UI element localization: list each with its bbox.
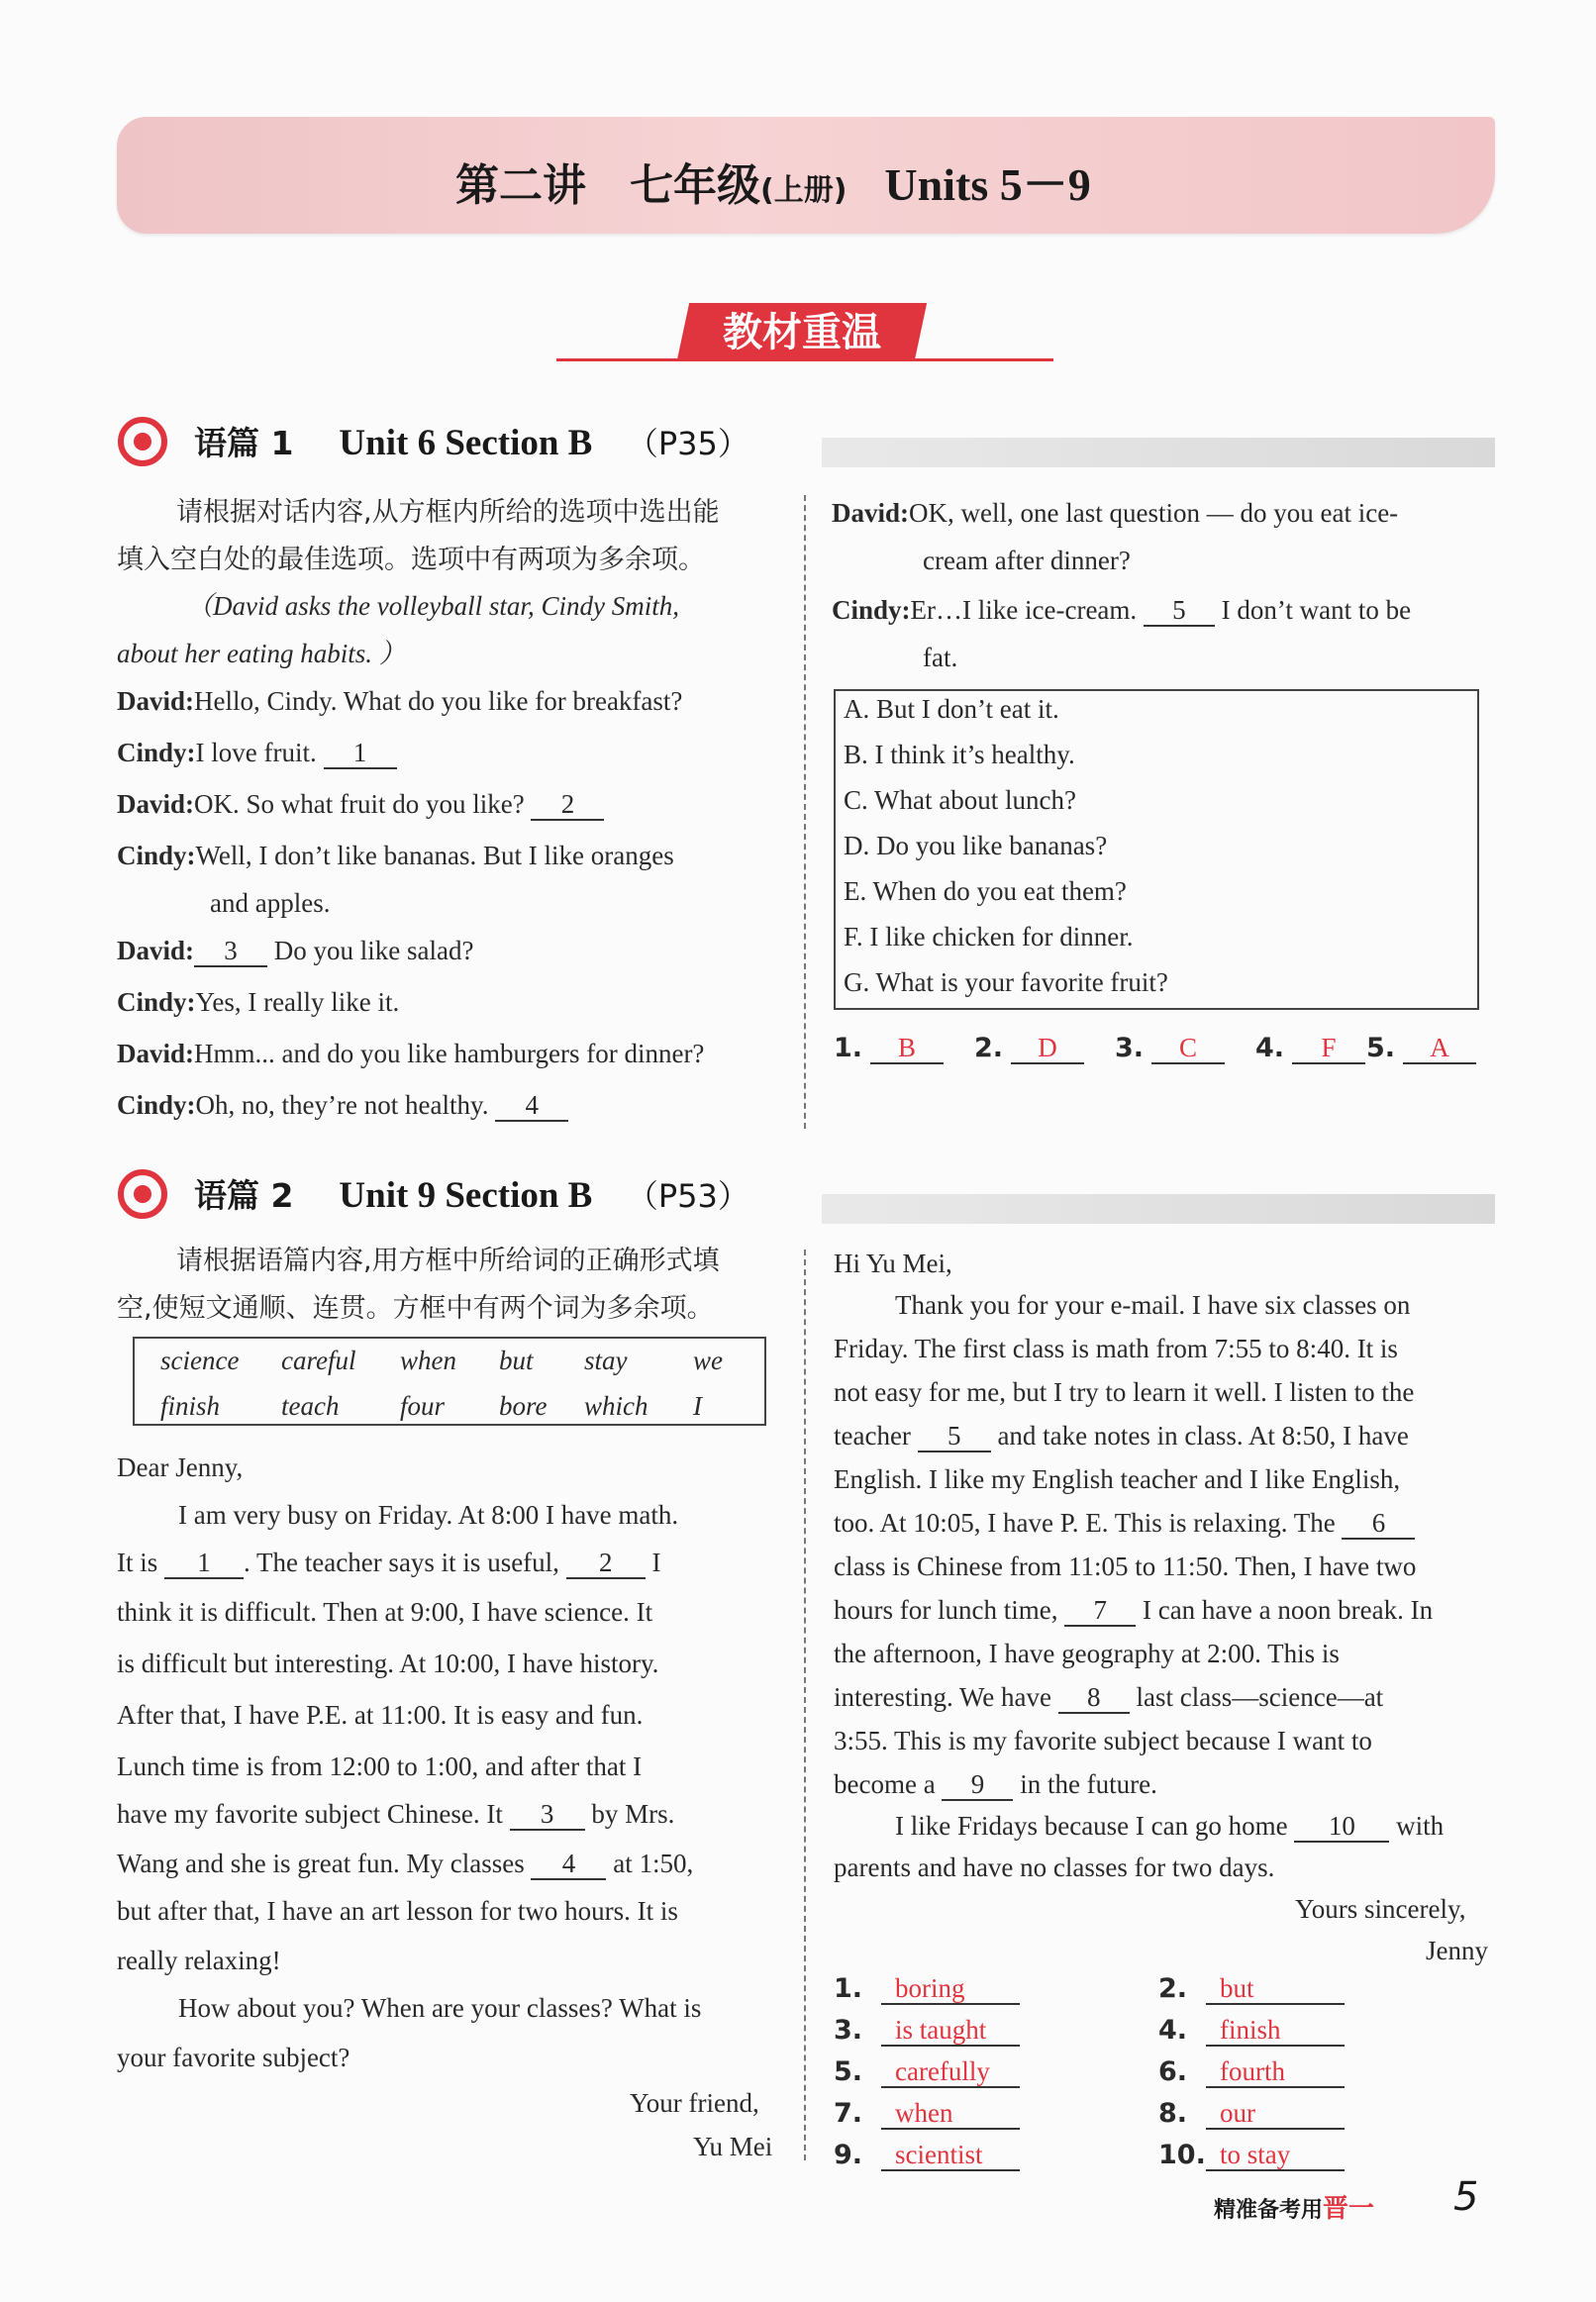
dialogue-text: Oh, no, they’re not healthy. xyxy=(195,1090,496,1120)
speaker-name: Cindy xyxy=(117,987,187,1017)
answer-value[interactable]: F xyxy=(1292,1033,1365,1064)
dialogue-line xyxy=(117,986,399,1018)
letter1-text: Lunch time is from 12:00 to 1:00, and after that I xyxy=(117,1752,643,1781)
answer-value[interactable]: to stay xyxy=(1206,2140,1345,2171)
answer-value[interactable]: is taught xyxy=(881,2015,1020,2047)
page-title xyxy=(455,149,1091,211)
word-item: stay xyxy=(584,1346,628,1375)
answer-item xyxy=(1158,2139,1345,2171)
blank-5[interactable]: 5 xyxy=(918,1421,991,1452)
answer-number: 2. xyxy=(974,1033,1004,1063)
dialogue-text: I love fruit. xyxy=(195,738,324,767)
letter2-closing: Yours sincerely, xyxy=(1295,1894,1466,1924)
speaker-name: David xyxy=(117,1039,186,1068)
blank-6[interactable]: 6 xyxy=(1342,1508,1415,1540)
speaker-name: David xyxy=(832,498,901,528)
letter1-text: After that, I have P.E. at 11:00. It is easy and fun. xyxy=(117,1700,644,1730)
letter2-text: teacher 5 and take notes in class. At 8:50, I have xyxy=(834,1421,1409,1451)
passage2-page: （P53） xyxy=(626,1177,749,1215)
dialogue-line: David:OK, well, one last question — do you eat ice- xyxy=(832,498,1399,528)
letter2-greeting: Hi Yu Mei, xyxy=(834,1249,952,1278)
word-item: bore xyxy=(499,1391,548,1421)
word-item: but xyxy=(499,1346,534,1375)
speaker-colon: : xyxy=(185,1039,195,1068)
answer-item xyxy=(1158,2055,1345,2088)
blank-4[interactable]: 4 xyxy=(495,1090,568,1122)
option-item: C. What about lunch? xyxy=(844,785,1076,815)
speaker-name: Cindy xyxy=(117,841,187,870)
answer-number: 2. xyxy=(1158,1973,1188,2004)
letter2-text: parents and have no classes for two days. xyxy=(834,1852,1275,1882)
letter1-text: think it is difficult. Then at 9:00, I have science. It xyxy=(117,1597,653,1627)
page-number: 5 xyxy=(1453,2174,1479,2220)
dialogue-line xyxy=(117,840,674,871)
title-units: Units 5－9 xyxy=(884,159,1091,210)
word-item: which xyxy=(584,1391,648,1421)
answer-item xyxy=(834,2014,1020,2047)
answer-item xyxy=(834,1972,1020,2005)
letter2-text: Friday. The first class is math from 7:55 to 8:40. It is xyxy=(834,1334,1398,1363)
word-item: when xyxy=(400,1346,456,1375)
letter1-signature: Yu Mei xyxy=(693,2132,773,2161)
answer-item xyxy=(1115,1032,1225,1064)
answer-number: 3. xyxy=(1115,1033,1145,1063)
answer-value[interactable]: scientist xyxy=(881,2140,1020,2171)
answer-value[interactable]: C xyxy=(1151,1033,1225,1064)
speaker-name: Cindy xyxy=(117,738,187,767)
brand-logo: 晋一 xyxy=(1323,2194,1375,2224)
dialogue-text: Hmm... and do you like hamburgers for dinner? xyxy=(194,1039,705,1068)
answer-item xyxy=(834,2055,1020,2088)
passage1-page: （P35） xyxy=(626,425,749,462)
word-item: careful xyxy=(281,1346,356,1375)
passage2-header xyxy=(194,1170,749,1217)
passage2-header-bar xyxy=(822,1194,1495,1224)
passage1-header xyxy=(194,418,749,464)
passage1-label: 语篇 1 xyxy=(194,424,294,462)
answer-item xyxy=(834,2139,1020,2171)
letter2-text: hours for lunch time, 7 I can have a noon break. In xyxy=(834,1595,1434,1625)
answer-number: 7. xyxy=(834,2098,863,2129)
section-badge: 教材重温 xyxy=(723,310,881,355)
target-icon xyxy=(117,1168,168,1220)
speaker-colon: : xyxy=(186,738,196,767)
option-item: B. I think it’s healthy. xyxy=(844,740,1075,769)
dialogue-line xyxy=(117,935,473,967)
letter1-text: Wang and she is great fun. My classes 4 at 1:50, xyxy=(117,1849,694,1878)
word-item: finish xyxy=(160,1391,221,1421)
answer-item xyxy=(974,1032,1084,1064)
letter2-text: English. I like my English teacher and I like English, xyxy=(834,1464,1401,1494)
column-divider xyxy=(804,495,806,1129)
blank-1[interactable]: 1 xyxy=(164,1548,244,1579)
word-item: teach xyxy=(281,1391,340,1421)
footer-label xyxy=(1214,2188,1374,2225)
speaker-colon: : xyxy=(185,789,195,819)
answer-value[interactable]: finish xyxy=(1206,2015,1345,2047)
letter2-text: 3:55. This is my favorite subject because I want to xyxy=(834,1726,1372,1755)
answer-item xyxy=(1158,2014,1345,2047)
answer-number: 4. xyxy=(1158,2015,1188,2046)
dialogue-text: I don’t want to be xyxy=(1214,595,1412,625)
speaker-name: Cindy xyxy=(117,1090,187,1120)
letter2-signature: Jenny xyxy=(1426,1936,1488,1965)
word-item: four xyxy=(400,1391,446,1421)
blank-1[interactable]: 1 xyxy=(324,738,397,769)
letter2-text: too. At 10:05, I have P. E. This is relaxing. The 6 xyxy=(834,1507,1415,1540)
answer-value[interactable]: boring xyxy=(881,1973,1020,2005)
answer-item xyxy=(1158,2097,1345,2130)
speaker-colon: : xyxy=(185,686,195,716)
blank-2[interactable]: 2 xyxy=(531,789,604,821)
blank-3[interactable]: 3 xyxy=(194,936,267,967)
answer-item xyxy=(834,2097,1020,2130)
dialogue-text: Yes, I really like it. xyxy=(195,987,400,1017)
dialogue-text: fat. xyxy=(923,643,958,672)
answer-value[interactable]: when xyxy=(881,2098,1020,2130)
word-item: science xyxy=(160,1346,240,1375)
answer-value[interactable]: but xyxy=(1206,1973,1345,2005)
word-item: I xyxy=(693,1391,702,1421)
speaker-colon: : xyxy=(186,987,196,1017)
dialogue-text: Er…I like ice-cream. xyxy=(910,595,1144,625)
answer-number: 4. xyxy=(1255,1033,1285,1063)
dialogue-line xyxy=(117,737,397,769)
option-item: A. But I don’t eat it. xyxy=(844,694,1059,724)
letter2-text: interesting. We have 8 last class—science—at xyxy=(834,1682,1384,1712)
answer-number: 5. xyxy=(834,2056,863,2087)
dialogue-text: Hello, Cindy. What do you like for breakfast? xyxy=(194,686,683,716)
letter1-text: have my favorite subject Chinese. It 3 by Mrs. xyxy=(117,1799,675,1829)
letter1-text: really relaxing! xyxy=(117,1946,281,1975)
speaker-colon: : xyxy=(186,841,196,870)
passage1-instruction-1: 请根据对话内容,从方框内所给的选项中选出能 xyxy=(176,497,720,528)
dialogue-text: Do you like salad? xyxy=(267,936,474,965)
dialogue-line xyxy=(117,788,604,821)
answer-value[interactable]: carefully xyxy=(881,2056,1020,2088)
blank-9[interactable]: 9 xyxy=(942,1769,1013,1801)
dialogue-line xyxy=(210,887,330,919)
speaker-colon: : xyxy=(185,936,195,965)
passage1-unit: Unit 6 Section B xyxy=(339,423,593,463)
blank-2[interactable]: 2 xyxy=(566,1548,646,1579)
word-item: we xyxy=(693,1346,723,1375)
dialogue-line xyxy=(117,1038,704,1069)
passage2-instruction-2: 空,使短文通顺、连贯。方框中有两个词为多余项。 xyxy=(117,1293,714,1324)
answer-value[interactable]: fourth xyxy=(1206,2056,1345,2088)
passage2-label: 语篇 2 xyxy=(194,1176,294,1215)
blank-7[interactable]: 7 xyxy=(1064,1595,1136,1627)
letter2-text: the afternoon, I have geography at 2:00. This is xyxy=(834,1639,1340,1668)
dialogue-text: cream after dinner? xyxy=(923,546,1131,575)
answer-item xyxy=(1255,1032,1365,1064)
answer-item xyxy=(834,1032,944,1064)
blank-4[interactable]: 4 xyxy=(531,1849,606,1880)
answer-value[interactable]: D xyxy=(1011,1033,1084,1064)
title-small: (上册) xyxy=(760,173,848,208)
blank-10[interactable]: 10 xyxy=(1294,1811,1389,1843)
answer-item xyxy=(1366,1032,1476,1064)
passage1-context-1: （David asks the volleyball star, Cindy Smith, xyxy=(186,591,679,621)
blank-5[interactable]: 5 xyxy=(1144,595,1215,627)
answer-number: 9. xyxy=(834,2140,863,2170)
passage2-unit: Unit 9 Section B xyxy=(339,1175,593,1216)
answer-number: 6. xyxy=(1158,2056,1188,2087)
answer-number: 1. xyxy=(834,1973,863,2004)
passage1-instruction-2: 填入空白处的最佳选项。选项中有两项为多余项。 xyxy=(117,545,705,575)
letter1-greeting: Dear Jenny, xyxy=(117,1452,244,1482)
dialogue-text: OK. So what fruit do you like? xyxy=(194,789,532,819)
letter2-text: not easy for me, but I try to learn it well. I listen to the xyxy=(834,1377,1415,1407)
letter2-text: become a 9 in the future. xyxy=(834,1769,1157,1799)
option-item: G. What is your favorite fruit? xyxy=(844,967,1168,997)
dialogue-line: Cindy:Er…I like ice-cream. 5 I don’t want to be xyxy=(832,595,1412,625)
speaker-colon: : xyxy=(186,1090,196,1120)
blank-8[interactable]: 8 xyxy=(1058,1682,1130,1714)
letter1-text: It is 1 . The teacher says it is useful, 2 I xyxy=(117,1548,661,1577)
dialogue-text: Well, I don’t like bananas. But I like oranges xyxy=(195,841,674,870)
letter2-text: class is Chinese from 11:05 to 11:50. Then, I have two xyxy=(834,1551,1417,1581)
letter1-text: I am very busy on Friday. At 8:00 I have math. xyxy=(178,1500,679,1530)
title-main: 第二讲 七年级 xyxy=(455,160,760,211)
dialogue-line xyxy=(923,642,957,673)
answer-value[interactable]: B xyxy=(870,1033,944,1064)
dialogue-line xyxy=(117,1089,568,1122)
passage1-header-bar xyxy=(822,438,1495,467)
answer-value[interactable]: A xyxy=(1403,1033,1476,1064)
dialogue-line xyxy=(923,545,1131,576)
passage1-context-2: about her eating habits. ） xyxy=(117,639,406,668)
letter2-text: I like Fridays because I can go home 10 with xyxy=(895,1811,1445,1841)
dialogue-text: OK, well, one last question — do you eat ice- xyxy=(909,498,1399,528)
answer-value[interactable]: our xyxy=(1206,2098,1345,2130)
passage2-instruction-1: 请根据语篇内容,用方框中所给词的正确形式填 xyxy=(176,1246,720,1276)
answer-number: 5. xyxy=(1366,1033,1396,1063)
option-item: E. When do you eat them? xyxy=(844,876,1127,906)
letter1-text: How about you? When are your classes? What is xyxy=(178,1993,702,2023)
letter1-text: your favorite subject? xyxy=(117,2043,350,2072)
letter1-text: is difficult but interesting. At 10:00, I have history. xyxy=(117,1649,659,1678)
option-item: F. I like chicken for dinner. xyxy=(844,922,1134,951)
speaker-name: David xyxy=(117,789,186,819)
answer-number: 8. xyxy=(1158,2098,1188,2129)
column-divider xyxy=(804,1250,806,2160)
dialogue-text: and apples. xyxy=(210,888,331,918)
option-item: D. Do you like bananas? xyxy=(844,831,1108,860)
answer-number: 1. xyxy=(834,1033,863,1063)
answer-number: 3. xyxy=(834,2015,863,2046)
answer-item xyxy=(1158,1972,1345,2005)
answer-number: 10. xyxy=(1158,2140,1206,2170)
letter1-closing: Your friend, xyxy=(630,2088,759,2118)
letter2-text: Thank you for your e-mail. I have six classes on xyxy=(895,1290,1411,1320)
blank-3[interactable]: 3 xyxy=(510,1799,585,1831)
footer-text: 精准备考用 xyxy=(1214,2198,1324,2223)
speaker-name: David xyxy=(117,686,186,716)
letter1-text: but after that, I have an art lesson for two hours. It is xyxy=(117,1896,678,1926)
dialogue-line xyxy=(117,685,682,717)
target-icon xyxy=(117,416,168,467)
speaker-name: David xyxy=(117,936,186,965)
speaker-name: Cindy xyxy=(832,595,902,625)
